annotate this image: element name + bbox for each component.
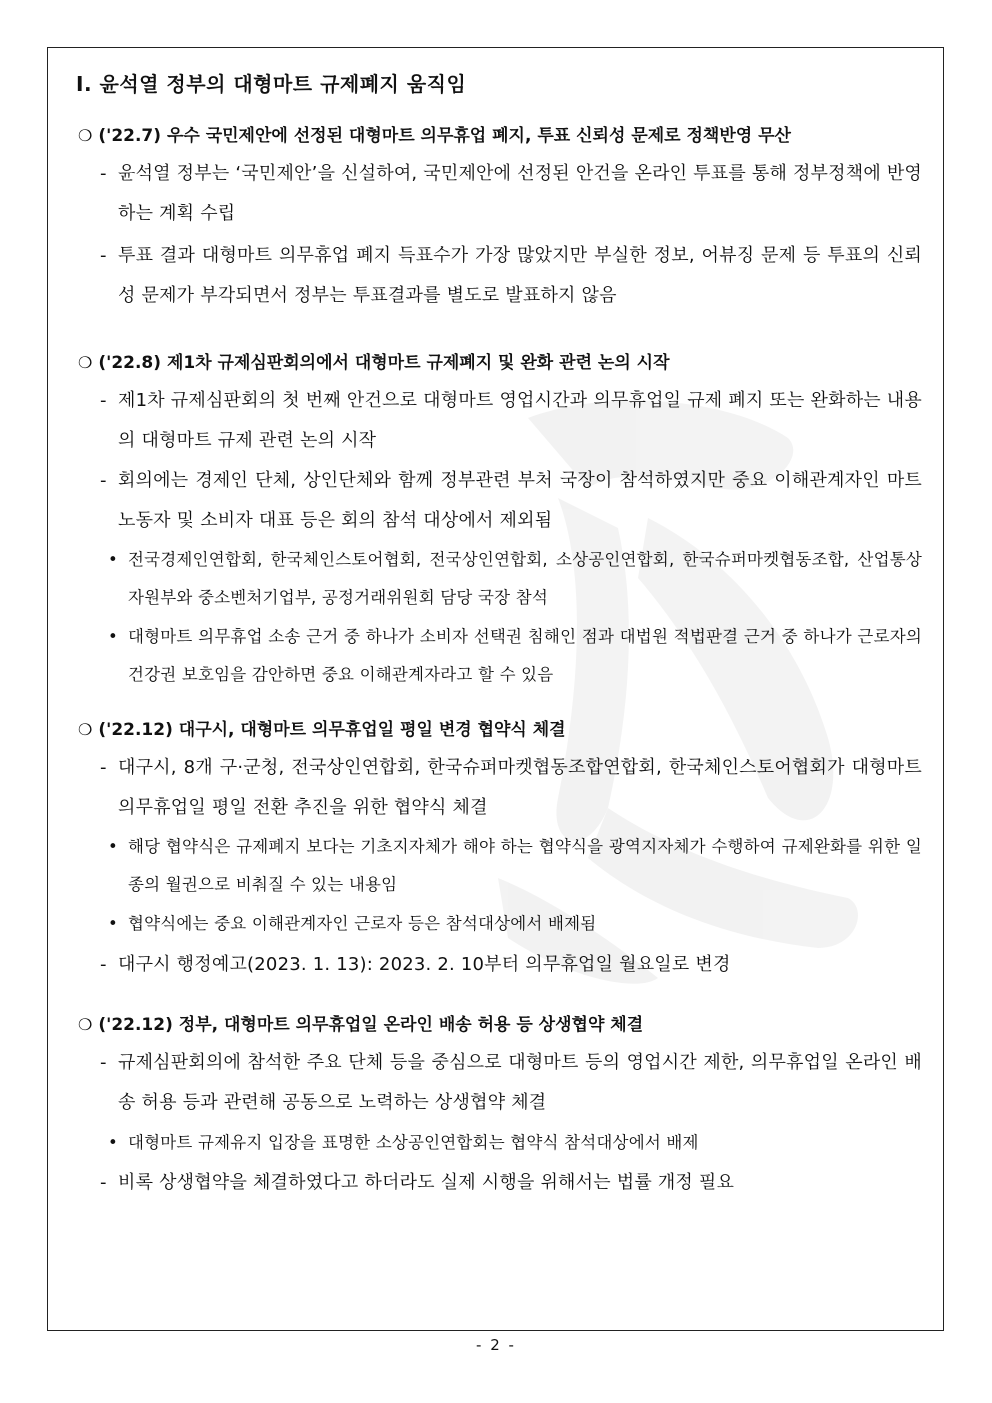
- dash-item: [100, 1043, 922, 1123]
- heading-text: ('22.12) 정부, 대형마트 의무휴업일 온라인 배송 허용 등 상생협약 체결: [98, 1015, 644, 1035]
- section-heading-3: [78, 715, 566, 740]
- heading-text: ('22.8) 제1차 규제심판회의에서 대형마트 규제폐지 및 완화 관련 논의 시작: [98, 353, 670, 373]
- dash-item: [100, 461, 922, 541]
- dash-text: 비록 상생협약을 체결하였다고 하더라도 실제 시행을 위해서는 법률 개정 필요: [118, 1172, 735, 1193]
- bullet-item: [108, 541, 922, 617]
- dash-item: [100, 381, 922, 461]
- bullet-item: [108, 828, 922, 904]
- circle-bullet-icon: ❍: [78, 720, 93, 739]
- section-heading-2: [78, 348, 670, 373]
- circle-bullet-icon: ❍: [78, 1015, 93, 1034]
- bullet-marker: •: [108, 914, 118, 933]
- dash-marker: -: [100, 1172, 107, 1193]
- dash-marker: -: [100, 1052, 107, 1073]
- circle-bullet-icon: ❍: [78, 126, 93, 145]
- page-frame: [47, 47, 944, 1331]
- heading-text: ('22.12) 대구시, 대형마트 의무휴업일 평일 변경 협약식 체결: [98, 720, 566, 740]
- dash-marker: -: [100, 163, 107, 184]
- dash-text: 대구시 행정예고(2023. 1. 13): 2023. 2. 10부터 의무휴업일 월요일로 변경: [118, 954, 731, 975]
- dash-item: [100, 236, 922, 316]
- dash-marker: -: [100, 390, 107, 411]
- dash-text: 제1차 규제심판회의 첫 번째 안건으로 대형마트 영업시간과 의무휴업일 규제 폐지 또는 완화하는 내용의 대형마트 규제 관련 논의 시작: [118, 390, 922, 451]
- bullet-text: 대형마트 의무휴업 소송 근거 중 하나가 소비자 선택권 침해인 점과 대법원 적법판결 근거 중 하나가 근로자의 건강권 보호임을 감안하면 중요 이해관계자라고 할 수 있음: [128, 627, 922, 684]
- section-heading-4: [78, 1010, 643, 1035]
- heading-text: ('22.7) 우수 국민제안에 선정된 대형마트 의무휴업 폐지, 투표 신뢰성 문제로 정책반영 무산: [98, 126, 791, 146]
- dash-item: [100, 154, 922, 234]
- dash-item: [100, 1163, 922, 1203]
- bullet-text: 해당 협약식은 규제폐지 보다는 기초지자체가 해야 하는 협약식을 광역지자체가 수행하여 규제완화를 위한 일종의 월권으로 비춰질 수 있는 내용임: [128, 837, 922, 894]
- bullet-text: 전국경제인연합회, 한국체인스토어협회, 전국상인연합회, 소상공인연합회, 한국슈퍼마켓협동조합, 산업통상자원부와 중소벤처기업부, 공정거래위원회 담당 국장 참석: [128, 550, 922, 607]
- dash-marker: -: [100, 470, 107, 491]
- dash-text: 윤석열 정부는 ‘국민제안’을 신설하여, 국민제안에 선정된 안건을 온라인 투표를 통해 정부정책에 반영하는 계획 수립: [118, 163, 923, 224]
- dash-text: 회의에는 경제인 단체, 상인단체와 함께 정부관련 부처 국장이 참석하였지만 중요 이해관계자인 마트 노동자 및 소비자 대표 등은 회의 참석 대상에서 제외됨: [118, 470, 922, 531]
- dash-item: [100, 748, 922, 828]
- bullet-text: 협약식에는 중요 이해관계자인 근로자 등은 참석대상에서 배제됨: [128, 914, 597, 933]
- bullet-marker: •: [108, 837, 118, 856]
- bullet-text: 대형마트 규제유지 입장을 표명한 소상공인연합회는 협약식 참석대상에서 배제: [128, 1133, 699, 1152]
- page-number: - 2 -: [476, 1336, 516, 1354]
- circle-bullet-icon: ❍: [78, 353, 93, 372]
- bullet-marker: •: [108, 550, 118, 569]
- section-title: Ⅰ. 윤석열 정부의 대형마트 규제폐지 움직임: [76, 72, 467, 96]
- bullet-item: [108, 905, 922, 943]
- dash-text: 규제심판회의에 참석한 주요 단체 등을 중심으로 대형마트 등의 영업시간 제한, 의무휴업일 온라인 배송 허용 등과 관련해 공동으로 노력하는 상생협약 체결: [118, 1052, 922, 1113]
- section-heading-1: [78, 121, 791, 146]
- dash-text: 투표 결과 대형마트 의무휴업 폐지 득표수가 가장 많았지만 부실한 정보, 어뷰징 문제 등 투표의 신뢰성 문제가 부각되면서 정부는 투표결과를 별도로 발표하지 않음: [118, 245, 922, 306]
- bullet-item: [108, 618, 922, 694]
- bullet-marker: •: [108, 1133, 118, 1152]
- dash-item: [100, 945, 922, 985]
- bullet-item: [108, 1124, 922, 1162]
- dash-marker: -: [100, 245, 107, 266]
- dash-marker: -: [100, 757, 107, 778]
- dash-text: 대구시, 8개 구·군청, 전국상인연합회, 한국슈퍼마켓협동조합연합회, 한국체인스토어협회가 대형마트 의무휴업일 평일 전환 추진을 위한 협약식 체결: [118, 757, 922, 818]
- bullet-marker: •: [108, 627, 118, 646]
- dash-marker: -: [100, 954, 107, 975]
